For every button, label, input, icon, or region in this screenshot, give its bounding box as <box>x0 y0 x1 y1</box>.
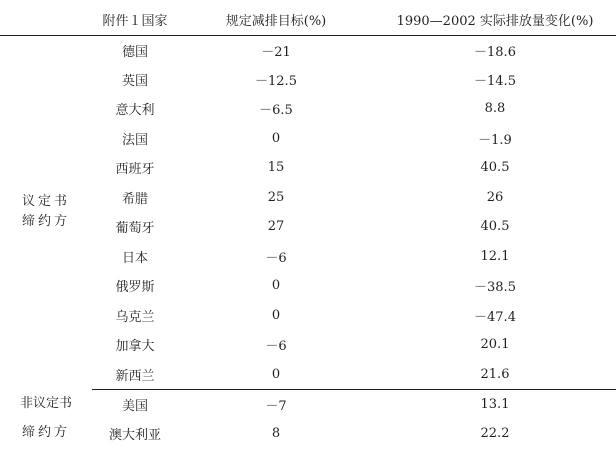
table-header <box>0 5 616 35</box>
change-cell: 40.5 <box>480 160 510 176</box>
header-row <box>0 5 616 35</box>
country-cell: 日本 <box>121 250 148 266</box>
change-cell: －1.9 <box>478 132 512 148</box>
group-non-protocol-parties <box>0 389 616 448</box>
change-cell: －38.5 <box>474 280 516 296</box>
country-cell: 葡萄牙 <box>115 221 155 237</box>
group-protocol-parties <box>0 35 616 389</box>
country-cell: 德国 <box>121 44 148 60</box>
change-cell: －14.5 <box>474 73 516 89</box>
country-cell: 俄罗斯 <box>115 280 155 296</box>
country-cell: 西班牙 <box>115 162 155 178</box>
country-cell: 希腊 <box>121 191 148 207</box>
header-target: 规定减排目标(%) <box>178 5 374 35</box>
target-cell: －21 <box>261 44 291 60</box>
target-cell: 0 <box>271 307 281 323</box>
change-cell: 20.1 <box>480 337 510 353</box>
table-row <box>0 65 616 95</box>
change-cell: 26 <box>486 189 504 205</box>
change-cell: 8.8 <box>484 101 506 117</box>
target-cell: －6 <box>265 250 287 266</box>
group-label-line: 缔约方 <box>21 425 70 441</box>
table-row <box>0 183 616 213</box>
table-row <box>0 212 616 242</box>
target-cell: －6 <box>265 339 287 355</box>
change-cell: 22.2 <box>480 425 510 441</box>
table-row <box>0 330 616 360</box>
change-cell: 13.1 <box>480 396 510 412</box>
change-cell: －47.4 <box>474 309 516 325</box>
change-cell: 21.6 <box>374 360 616 390</box>
emissions-table <box>0 5 616 448</box>
target-cell: －7 <box>265 398 287 414</box>
group-label-line: 缔约方 <box>21 214 70 230</box>
country-cell: 新西兰 <box>92 360 178 390</box>
table-row <box>0 389 616 419</box>
country-cell: 加拿大 <box>115 339 155 355</box>
country-cell: 法国 <box>121 132 148 148</box>
header-group <box>0 5 92 35</box>
table-row <box>0 124 616 154</box>
change-cell: －18.6 <box>474 44 516 60</box>
country-cell: 澳大利亚 <box>108 427 161 443</box>
header-country: 附件１国家 <box>92 5 178 35</box>
group-label-line: 非议定书 <box>19 395 72 411</box>
country-cell: 英国 <box>121 73 148 89</box>
target-cell: 0 <box>271 278 281 294</box>
target-cell: 25 <box>267 189 285 205</box>
header-change: 1990—2002 实际排放量变化(%) <box>374 5 616 35</box>
country-cell: 美国 <box>121 398 148 414</box>
table-row <box>0 35 616 65</box>
group-label <box>0 35 92 389</box>
table-row <box>0 242 616 272</box>
table-row <box>0 94 616 124</box>
table-row <box>0 419 616 449</box>
table-row <box>0 360 616 390</box>
group-label-line: 议定书 <box>21 194 70 210</box>
target-cell: 8 <box>271 425 281 441</box>
table-row <box>0 271 616 301</box>
target-cell: 15 <box>267 160 285 176</box>
target-cell: －12.5 <box>255 73 297 89</box>
country-cell: 意大利 <box>115 103 155 119</box>
table-row <box>0 153 616 183</box>
target-cell: －6.5 <box>259 103 293 119</box>
change-cell: 12.1 <box>480 248 510 264</box>
target-cell: 0 <box>271 130 281 146</box>
country-cell: 乌克兰 <box>115 309 155 325</box>
change-cell: 40.5 <box>480 219 510 235</box>
table-row <box>0 301 616 331</box>
target-cell: 0 <box>178 360 374 390</box>
target-cell: 27 <box>267 219 285 235</box>
